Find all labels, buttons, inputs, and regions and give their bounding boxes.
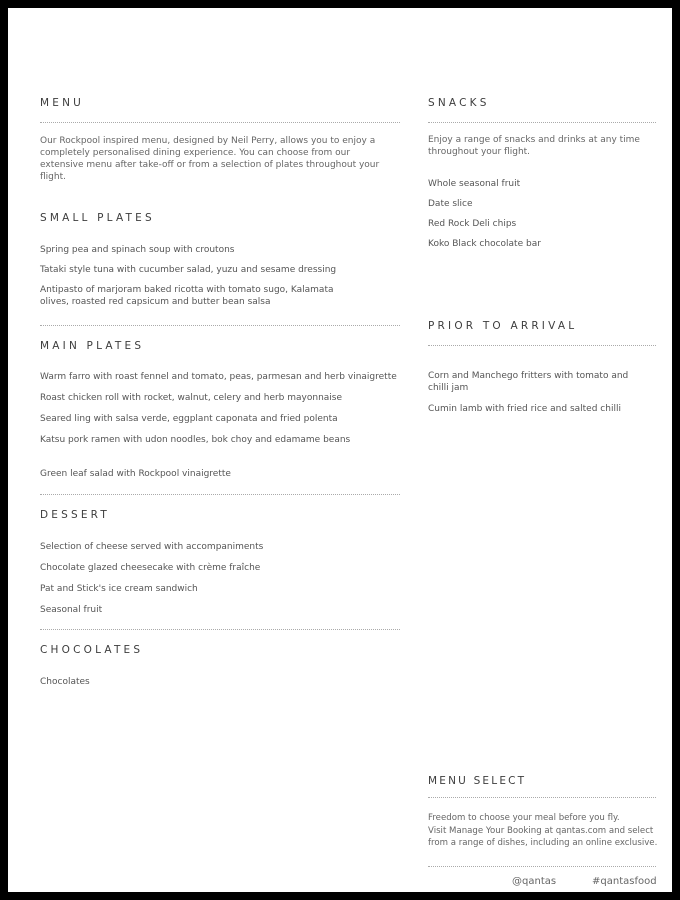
list-item: Pat and Stick's ice cream sandwich xyxy=(40,584,198,594)
prior-to-arrival-heading: PRIOR TO ARRIVAL xyxy=(428,320,578,332)
chocolates-list xyxy=(40,676,390,688)
list-item: Chocolates xyxy=(40,677,90,687)
list-item: Chocolate glazed cheesecake with crème fraîche xyxy=(40,563,261,573)
list-item: Koko Black chocolate bar xyxy=(428,239,541,249)
list-item: Warm farro with roast fennel and tomato, peas, parmesan and herb vinaigrette xyxy=(40,372,397,382)
snacks-heading: SNACKS xyxy=(428,97,490,109)
divider xyxy=(428,866,656,867)
list-item: Selection of cheese served with accompaniments xyxy=(40,542,264,552)
list-item: Tataki style tuna with cucumber salad, yuzu and sesame dressing xyxy=(40,265,337,275)
list-item: Roast chicken roll with rocket, walnut, celery and herb mayonnaise xyxy=(40,393,343,403)
list-item: Katsu pork ramen with udon noodles, bok choy and edamame beans xyxy=(40,435,351,445)
social-handle: @qantas xyxy=(512,876,557,887)
chocolates-heading: CHOCOLATES xyxy=(40,644,144,656)
social-hashtag: #qantasfood xyxy=(592,876,657,887)
list-item: Antipasto of marjoram baked ricotta with tomato sugo, Kalamata olives, roasted red capsicum and butter bean salsa xyxy=(40,285,334,307)
list-item: Whole seasonal fruit xyxy=(428,179,521,189)
divider xyxy=(428,345,656,346)
small-plates-heading: SMALL PLATES xyxy=(40,212,155,224)
menu-select-line1: Freedom to choose your meal before you fly. xyxy=(428,813,620,823)
list-item: Corn and Manchego fritters with tomato and chilli jam xyxy=(428,371,629,393)
divider xyxy=(428,122,656,123)
list-item: Spring pea and spinach soup with croutons xyxy=(40,245,235,255)
dessert-heading: DESSERT xyxy=(40,509,111,521)
divider xyxy=(40,494,400,495)
menu-heading: MENU xyxy=(40,97,85,109)
divider xyxy=(428,797,656,798)
list-item: Red Rock Deli chips xyxy=(428,219,517,229)
divider xyxy=(40,122,400,123)
snacks-list xyxy=(428,178,658,250)
list-item: Green leaf salad with Rockpool vinaigrette xyxy=(40,469,231,479)
list-item: Seared ling with salsa verde, eggplant caponata and fried polenta xyxy=(40,414,338,424)
snacks-intro: Enjoy a range of snacks and drinks at any time throughout your flight. xyxy=(428,135,640,157)
menu-select-heading: MENU SELECT xyxy=(428,775,527,787)
menu-card xyxy=(8,8,672,892)
list-item: Date slice xyxy=(428,199,473,209)
divider xyxy=(40,629,400,630)
menu-intro: Our Rockpool inspired menu, designed by Neil Perry, allows you to enjoy a completely personalised dining experience. You can choose from our extensive menu after take-off or from a selection of plates throughout your flight. xyxy=(40,136,380,182)
prior-to-arrival-list xyxy=(428,370,643,415)
list-item: Seasonal fruit xyxy=(40,605,103,615)
divider xyxy=(40,325,400,326)
main-plates-heading: MAIN PLATES xyxy=(40,340,145,352)
menu-select-line2: Visit Manage Your Booking at qantas.com and select from a range of dishes, including an online exclusive. xyxy=(428,826,658,848)
main-plates-list xyxy=(40,371,410,480)
small-plates-list xyxy=(40,244,390,308)
dessert-list xyxy=(40,541,390,616)
list-item: Cumin lamb with fried rice and salted chilli xyxy=(428,404,621,414)
